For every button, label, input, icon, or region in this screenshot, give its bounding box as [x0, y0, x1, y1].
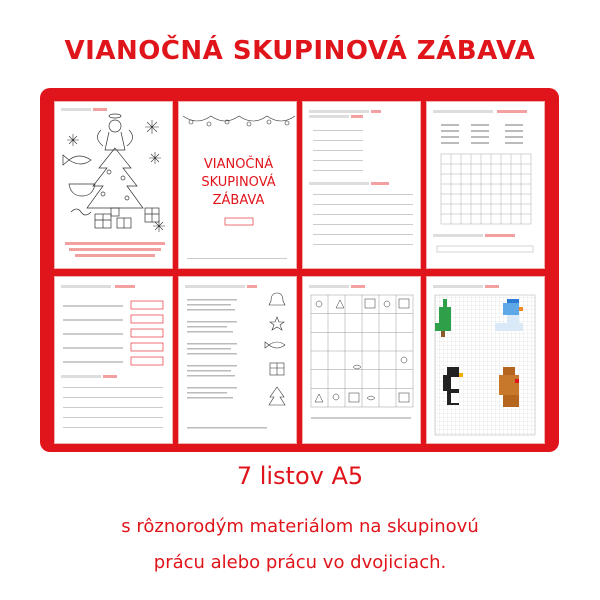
worksheet-writing — [302, 101, 421, 269]
page-title: VIANOČNÁ SKUPINOVÁ ZÁBAVA — [64, 36, 536, 66]
worksheet-quiz — [54, 276, 173, 444]
star-icon — [270, 317, 284, 330]
description-line-2: prácu alebo prácu vo dvojiciach. — [153, 552, 447, 573]
worksheet-coloring — [54, 101, 173, 269]
letter-grid — [441, 154, 531, 224]
worksheet-symbol-grid — [302, 276, 421, 444]
coloring-illustration — [55, 102, 173, 269]
tree-icon — [269, 387, 285, 405]
sheet-count: 7 listov A5 — [236, 462, 364, 490]
preview-frame — [40, 88, 559, 452]
garland-decoration — [183, 116, 295, 126]
worksheet-pixel-art — [426, 276, 545, 444]
worksheet-word-search — [426, 101, 545, 269]
worksheet-cover — [178, 101, 297, 269]
worksheet-poems — [178, 276, 297, 444]
description-line-1: s rôznorodým materiálom na skupinovú — [121, 516, 479, 537]
bell-icon — [269, 293, 285, 305]
cover-title-line3: ZÁBAVA — [212, 193, 265, 208]
cover-title-line2: SKUPINOVÁ — [201, 175, 276, 190]
fish-icon — [265, 342, 285, 348]
cover-title-line1: VIANOČNÁ — [203, 157, 274, 172]
